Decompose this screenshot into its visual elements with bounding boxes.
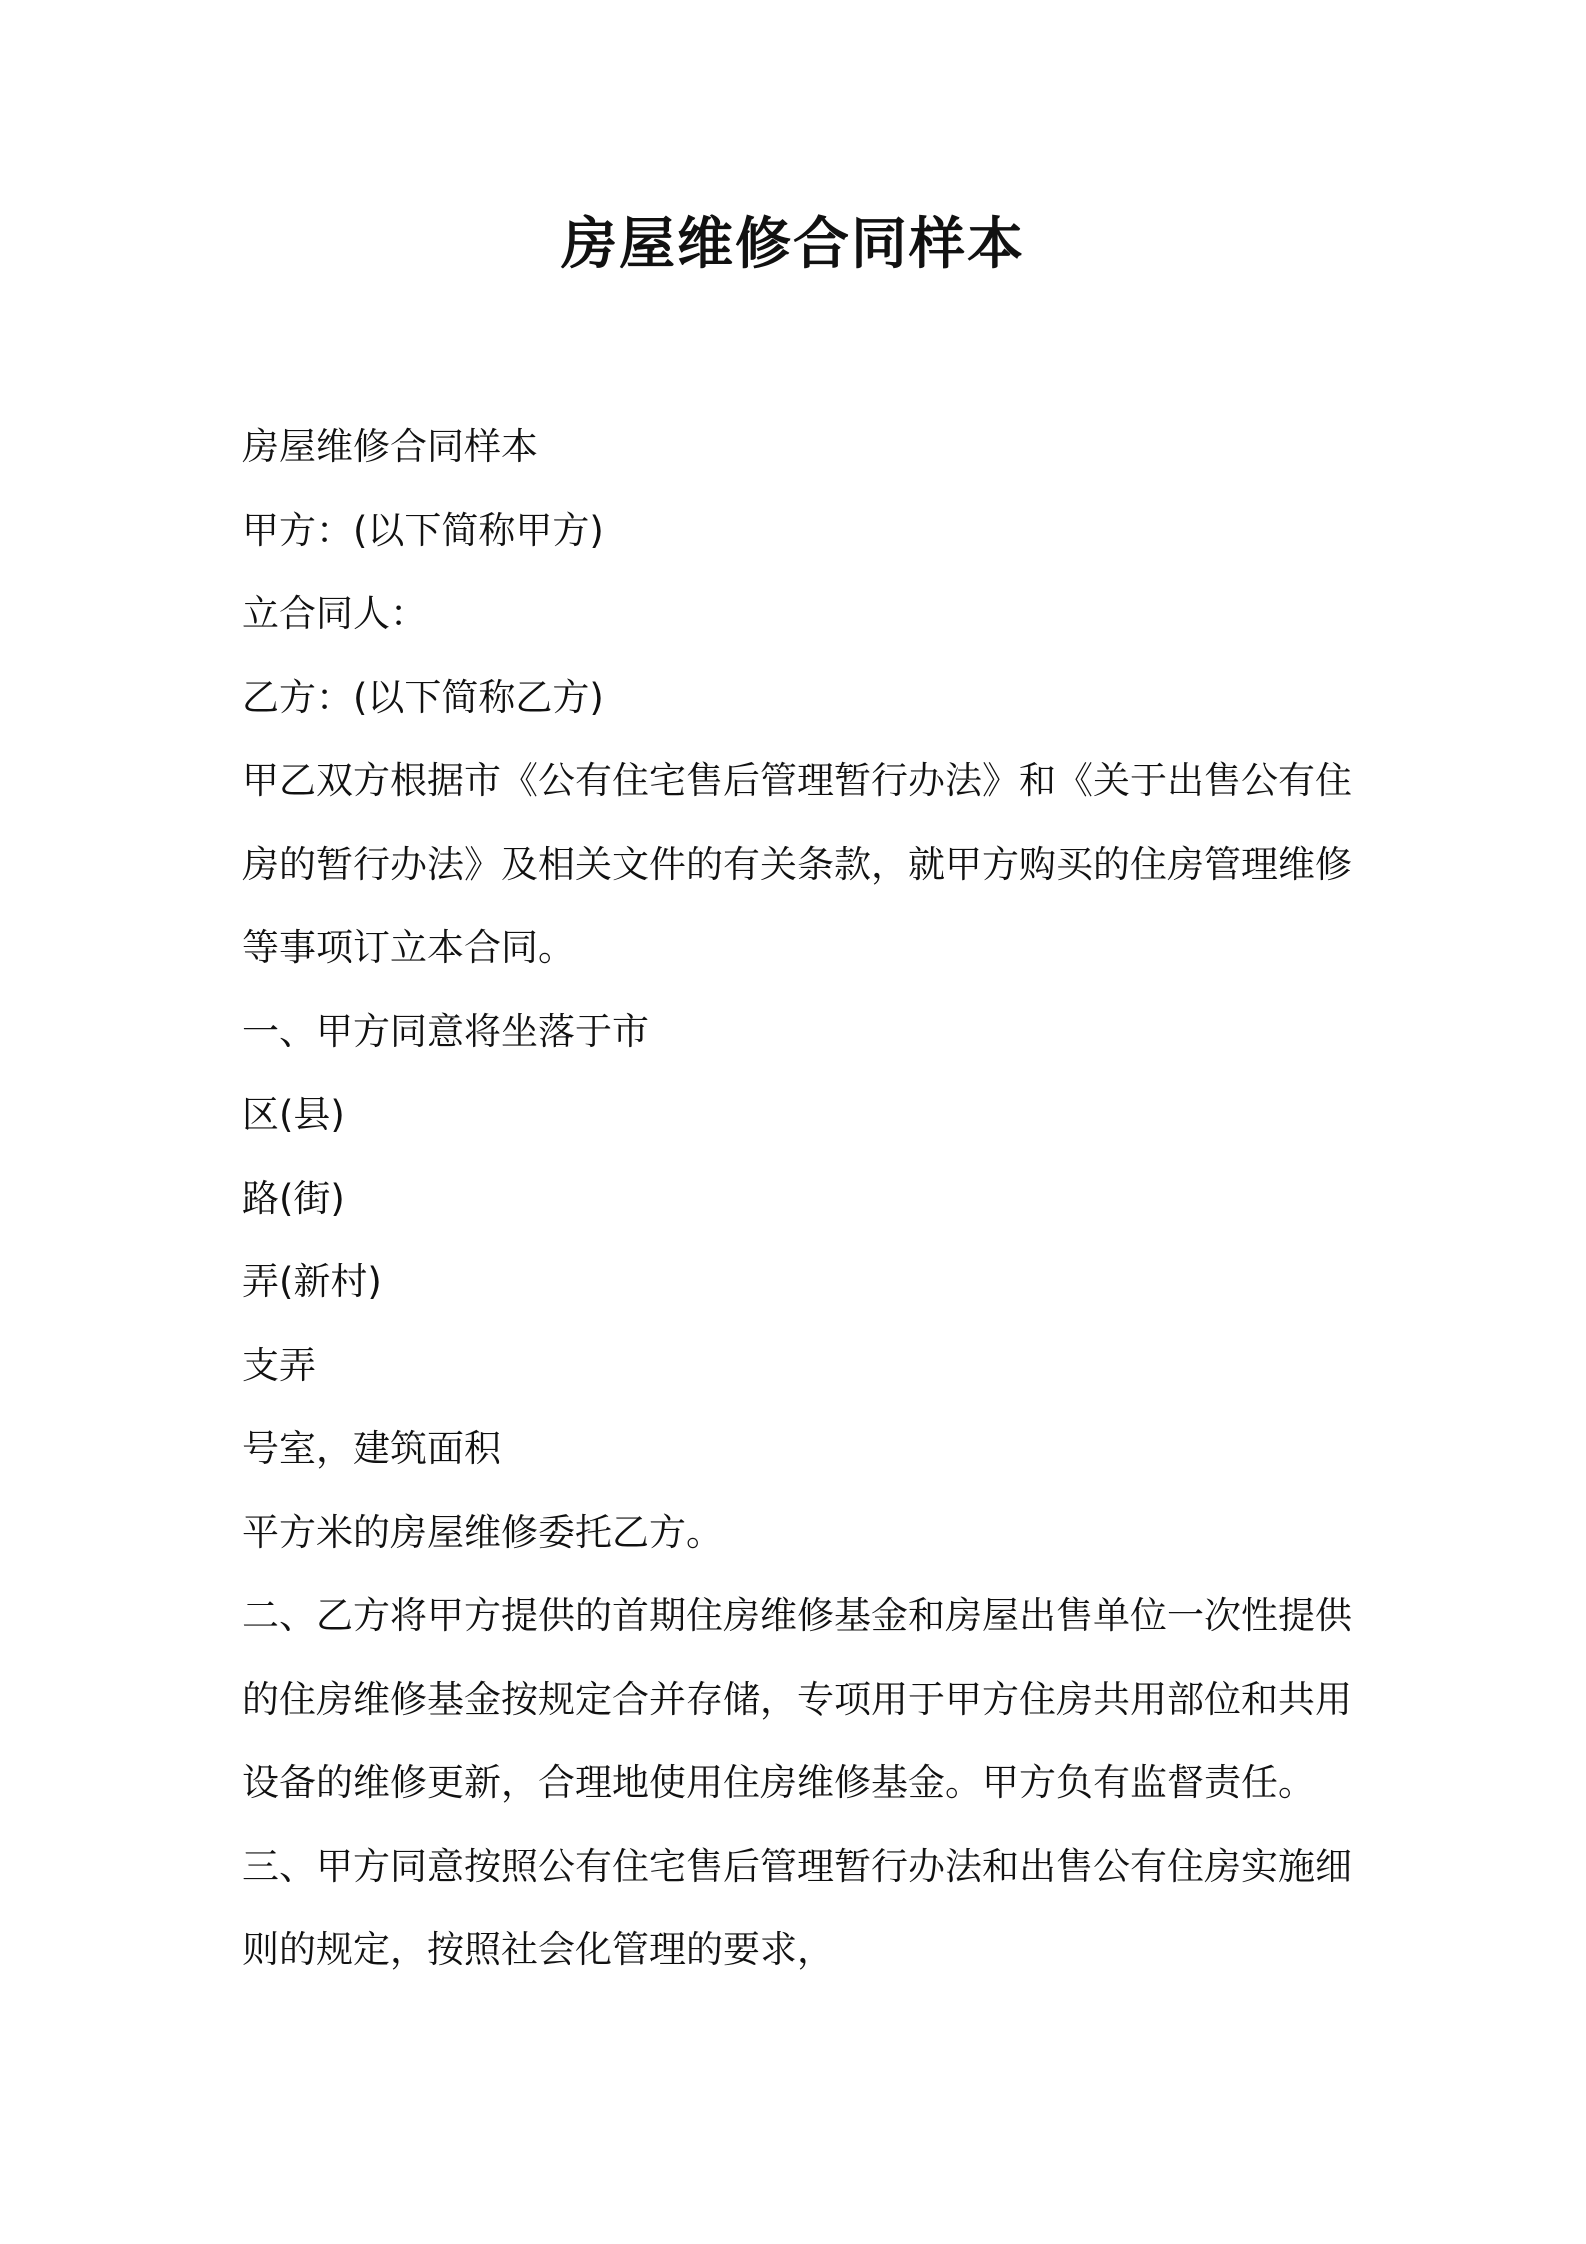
- document-body: [242, 405, 1352, 1992]
- document-title: 房屋维修合同样本: [561, 212, 1025, 277]
- paragraph-party-b: 乙方：(以下简称乙方): [242, 675, 604, 719]
- paragraph-branch-lane: 支弄: [242, 1343, 316, 1387]
- paragraph-party-a: 甲方：(以下简称甲方): [242, 508, 604, 552]
- paragraph-clause-2: 二、乙方将甲方提供的首期住房维修基金和房屋出售单位一次性提供的住房维修基金按规定合并存储，专项用于甲方住房共用部位和共用设备的维修更新，合理地使用住房维修基金。甲方负有监督责任。: [242, 1594, 1352, 1804]
- paragraph-sqm: 平方米的房屋维修委托乙方。: [242, 1510, 723, 1554]
- paragraph-contract-signer: 立合同人：: [242, 592, 427, 635]
- paragraph-clause-3: 三、甲方同意按照公有住宅售后管理暂行办法和出售公有住房实施细则的规定，按照社会化管理的要求，: [242, 1844, 1352, 1971]
- paragraph-road: 路(街): [242, 1176, 345, 1220]
- paragraph-lane: 弄(新村): [242, 1260, 382, 1303]
- paragraph-district: 区(县): [242, 1093, 345, 1136]
- paragraph-room-area: 号室，建筑面积: [242, 1427, 501, 1470]
- paragraph-preamble: 甲乙双方根据市《公有住宅售后管理暂行办法》和《关于出售公有住房的暂行办法》及相关文件的有关条款，就甲方购买的住房管理维修等事项订立本合同。: [242, 759, 1352, 969]
- paragraph-subtitle: 房屋维修合同样本: [242, 425, 538, 468]
- paragraph-clause-1: 一、甲方同意将坐落于市: [242, 1009, 649, 1053]
